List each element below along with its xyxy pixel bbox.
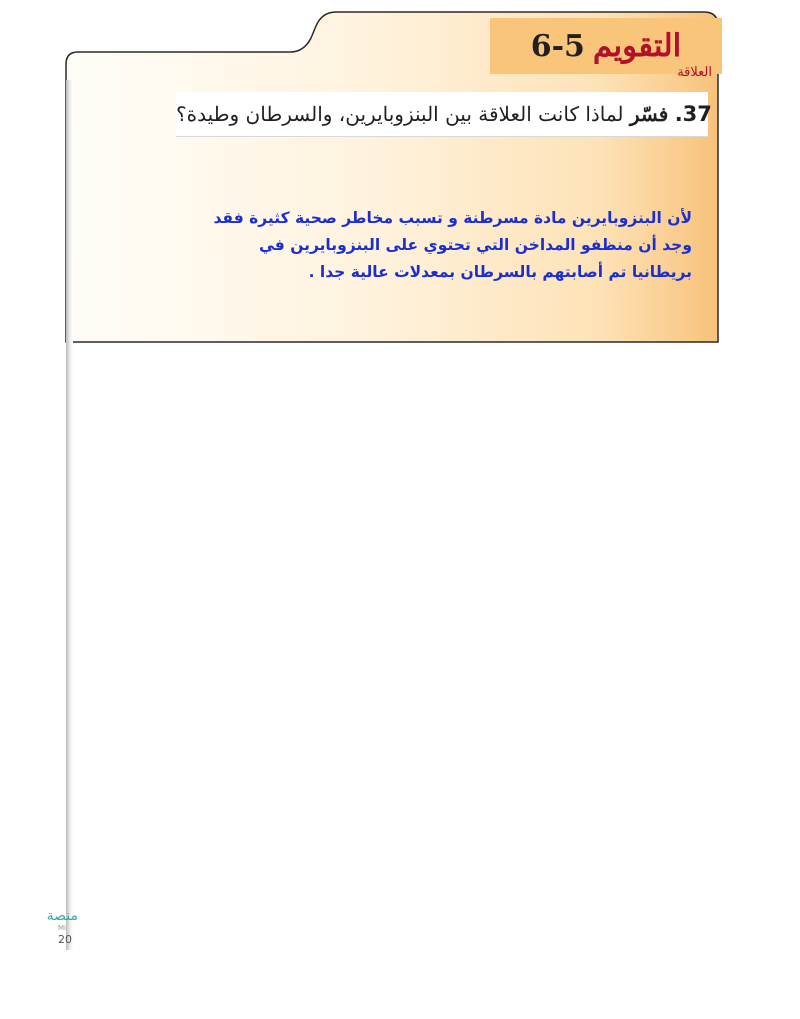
footer-logo bbox=[46, 908, 78, 950]
question-text: لماذا كانت العلاقة بين البنزوبايرين، والسرطان وطيدة؟ bbox=[176, 102, 624, 126]
page-left-rule bbox=[66, 80, 73, 950]
question-line bbox=[176, 102, 716, 126]
question-box bbox=[176, 92, 712, 137]
question-verb: فسّر bbox=[629, 102, 669, 126]
section-title: التقويم bbox=[592, 28, 682, 64]
answer-text bbox=[200, 205, 692, 286]
answer-line-3: بريطانيا تم أصابتهم بالسرطان بمعدلات عالية جدا . bbox=[308, 263, 692, 281]
answer-line-2: وجد أن منظفو المداخن التي تحتوي على البنزوبايرين في bbox=[258, 236, 692, 254]
section-number: 6-5 bbox=[530, 28, 585, 64]
cut-subheading: العلاقة bbox=[677, 65, 712, 80]
footer-sub-text: Mi bbox=[58, 924, 66, 932]
footer-logo-text: منصة bbox=[46, 908, 78, 924]
question-number: 37. bbox=[674, 102, 712, 126]
answer-line-1: لأن البنزوبايرين مادة مسرطنة و تسبب مخاطر صحية كثيرة فقد bbox=[213, 209, 692, 227]
footer-year: 20 bbox=[58, 933, 72, 946]
